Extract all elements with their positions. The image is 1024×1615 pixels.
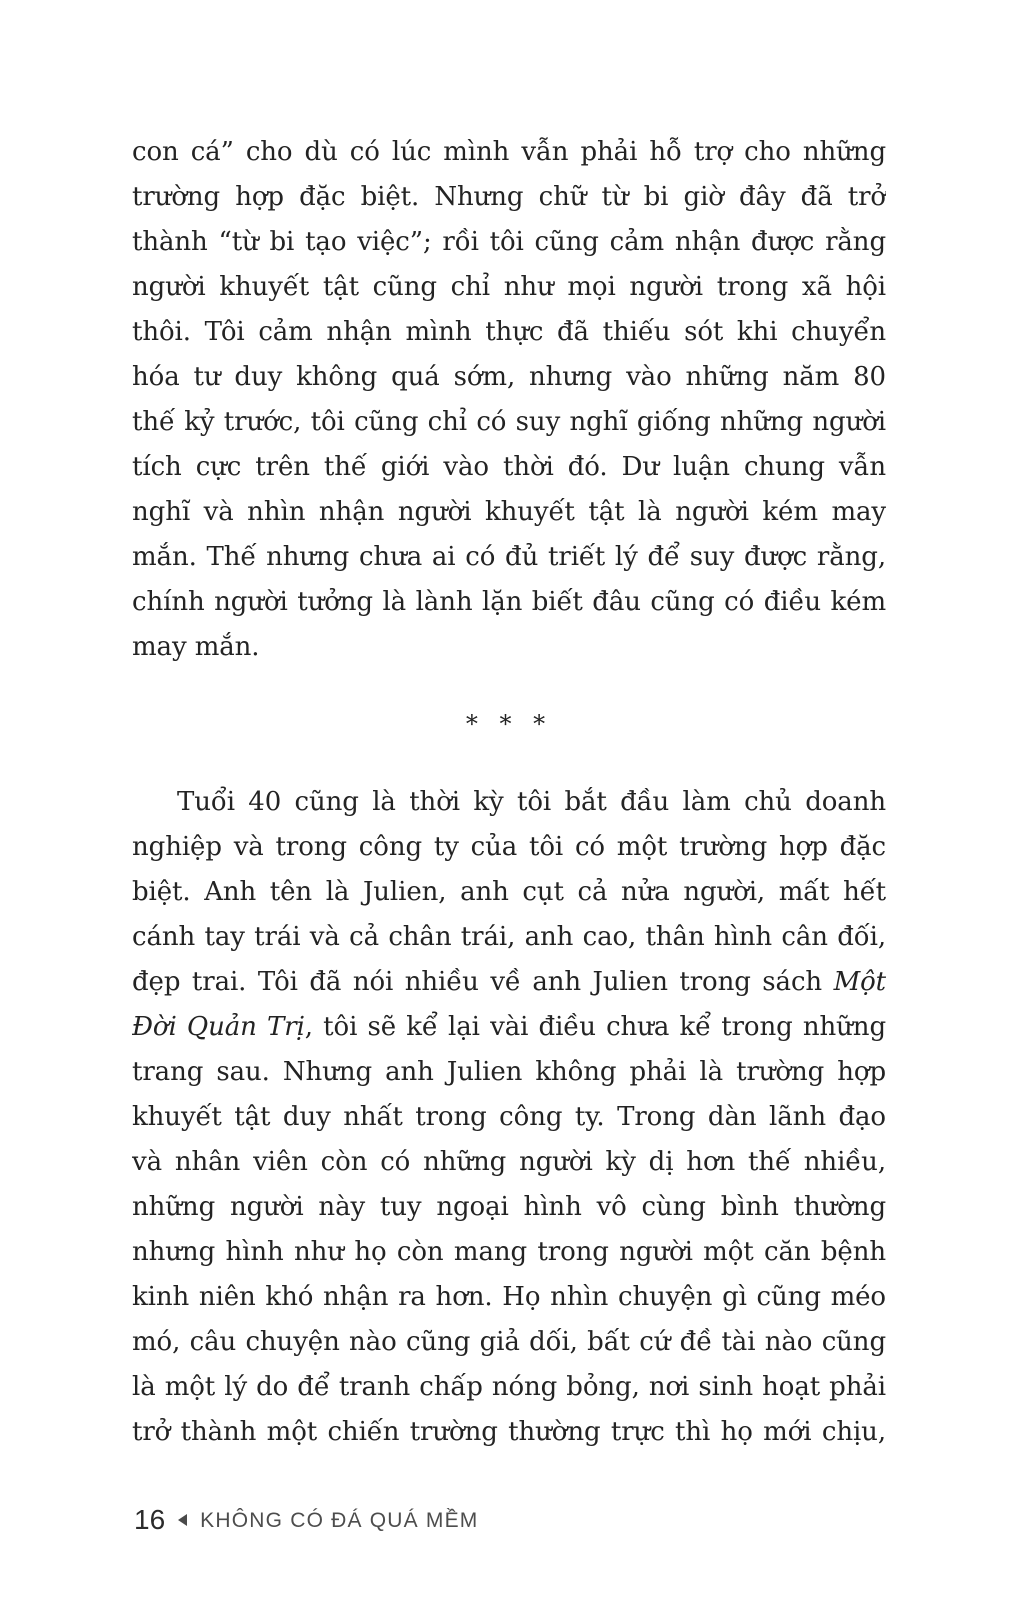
text-line: may mắn. xyxy=(132,632,260,662)
text-line: nghĩ và nhìn nhận người khuyết tật là người kém may xyxy=(132,497,886,527)
text-line: những người này tuy ngoại hình vô cùng bình thường xyxy=(132,1192,886,1222)
section-separator: * * * xyxy=(465,710,553,738)
text-line: chính người tưởng là lành lặn biết đâu cũng có điều kém xyxy=(132,587,886,617)
text-line: và nhân viên còn có những người kỳ dị hơn thế nhiều, xyxy=(132,1147,886,1177)
text-line: mó, câu chuyện nào cũng giả dối, bất cứ đề tài nào cũng xyxy=(132,1327,886,1357)
text-line: kinh niên khó nhận ra hơn. Họ nhìn chuyện gì cũng méo xyxy=(132,1282,886,1312)
text-line: thôi. Tôi cảm nhận mình thực đã thiếu sót khi chuyển xyxy=(132,317,886,347)
text-line: tích cực trên thế giới vào thời đó. Dư luận chung vẫn xyxy=(132,452,886,482)
text-line: Tuổi 40 cũng là thời kỳ tôi bắt đầu làm chủ doanh xyxy=(177,787,886,817)
paragraph-2 xyxy=(132,780,886,1455)
text-line: hóa tư duy không quá sớm, nhưng vào những năm 80 xyxy=(132,362,886,392)
text-line: con cá” cho dù có lúc mình vẫn phải hỗ trợ cho những xyxy=(132,137,886,167)
paragraph-1 xyxy=(132,130,886,670)
text-line: biệt. Anh tên là Julien, anh cụt cả nửa người, mất hết xyxy=(132,877,886,907)
book-title: KHÔNG CÓ ĐÁ QUÁ MỀM xyxy=(200,1508,479,1532)
text-line: người khuyết tật cũng chỉ như mọi người trong xã hội xyxy=(132,272,886,302)
text-block xyxy=(132,130,886,1455)
text-line: đẹp trai. Tôi đã nói nhiều về anh Julien trong sách Một xyxy=(132,967,886,997)
page-number: 16 xyxy=(134,1504,166,1535)
text-line: khuyết tật duy nhất trong công ty. Trong dàn lãnh đạo xyxy=(132,1102,886,1132)
text-line: trở thành một chiến trường thường trực thì họ mới chịu, xyxy=(132,1417,886,1447)
page-footer xyxy=(134,1506,478,1534)
text-line: nhưng hình như họ còn mang trong người một căn bệnh xyxy=(132,1237,886,1267)
text-line: thế kỷ trước, tôi cũng chỉ có suy nghĩ giống những người xyxy=(132,407,886,437)
text-line: Đời Quản Trị, tôi sẽ kể lại vài điều chưa kể trong những xyxy=(132,1012,886,1042)
text-line: là một lý do để tranh chấp nóng bỏng, nơi sinh hoạt phải xyxy=(132,1372,886,1402)
text-line: nghiệp và trong công ty của tôi có một trường hợp đặc xyxy=(132,832,886,862)
text-line: thành “từ bi tạo việc”; rồi tôi cũng cảm nhận được rằng xyxy=(132,227,886,257)
text-line: trang sau. Nhưng anh Julien không phải là trường hợp xyxy=(132,1057,886,1087)
text-line: trường hợp đặc biệt. Nhưng chữ từ bi giờ đây đã trở xyxy=(132,182,886,212)
text-line: mắn. Thế nhưng chưa ai có đủ triết lý để suy được rằng, xyxy=(132,542,886,572)
text-line: cánh tay trái và cả chân trái, anh cao, thân hình cân đối, xyxy=(132,922,886,952)
left-triangle-icon xyxy=(178,1514,187,1526)
